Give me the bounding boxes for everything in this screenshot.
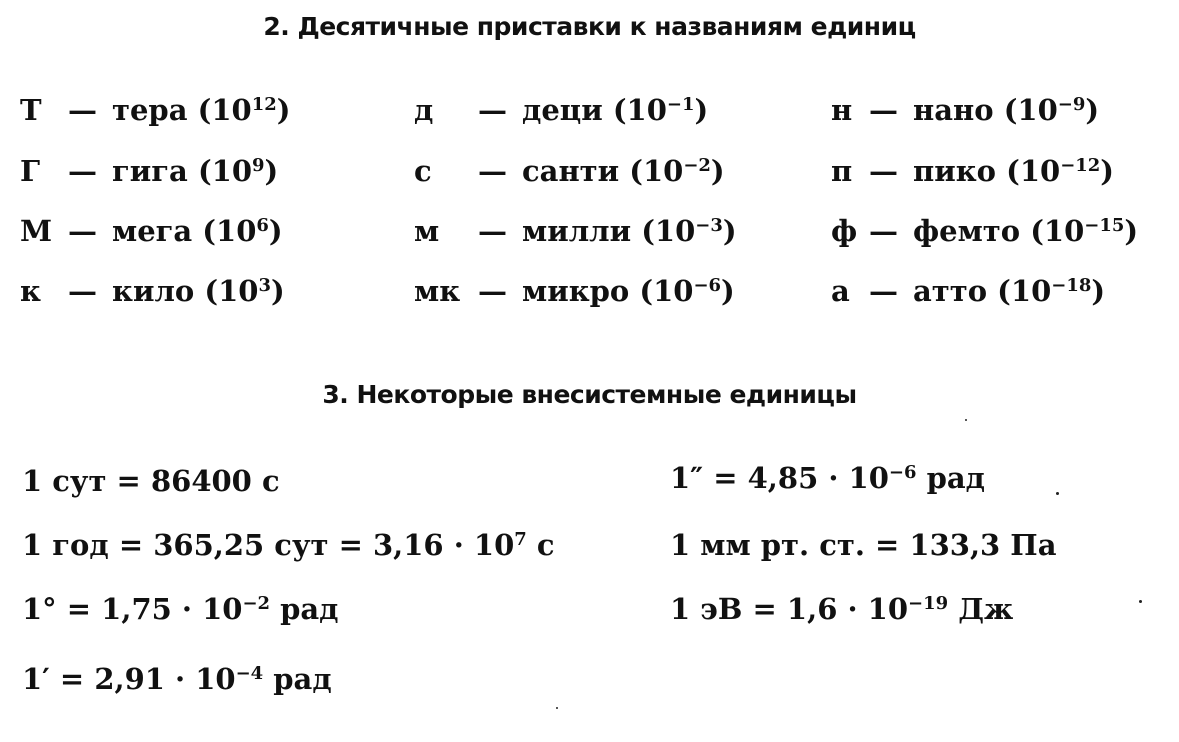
unit-electronvolt: 1 эВ = $1,6 \cdot 10^{-19}$ Дж [670,592,1014,626]
prefix-exponent: −18 [1051,275,1092,297]
prefix-name: пико [913,154,997,188]
unit-arcminute: $1' = 2,91 \cdot 10^{-4}$ рад [22,662,332,696]
prefix-symbol: с [414,154,432,188]
prefix-symbol: М [20,214,53,248]
prefix-name: нано [913,93,994,127]
prefix-symbol: н [831,93,853,127]
prefix-name: санти [522,154,620,188]
dash: — [478,274,507,308]
prefix-row: к — кило $(10^3)$ [20,274,285,308]
prefix-exponent: −6 [693,275,722,297]
prefix-symbol: к [20,274,41,308]
prefix-exponent: −3 [695,215,723,237]
prefix-exponent: 9 [252,155,265,177]
prefix-name: милли [522,214,632,248]
dash: — [68,214,97,248]
prefix-name: гига [112,154,188,188]
prefix-row: ф — фемто $(10^{-15})$ [831,214,1139,248]
prefix-row: а — атто $(10^{-18})$ [831,274,1106,308]
prefix-exponent: −15 [1084,215,1125,237]
prefix-symbol: д [414,93,434,127]
prefix-row: М — мега $(10^6)$ [20,214,283,248]
prefix-name: фемто [913,214,1021,248]
dash: — [869,154,898,188]
print-speck [556,707,558,709]
prefix-row: Г — гига $(10^9)$ [20,154,279,188]
dash: — [478,214,507,248]
prefix-name: мега [112,214,193,248]
prefix-name: микро [522,274,630,308]
prefix-symbol: п [831,154,853,188]
prefix-exponent: 12 [251,94,277,116]
prefix-symbol: м [414,214,440,248]
prefix-row: д — деци $(10^{-1})$ [414,93,709,127]
unit-day: 1 сут = 86400 с [22,464,280,498]
unit-mmhg: 1 мм рт. ст. = 133,3 Па [670,528,1057,562]
prefix-symbol: Г [20,154,41,188]
dash: — [68,93,97,127]
prefix-exponent: 6 [256,215,269,237]
dash: — [478,93,507,127]
prefix-exponent: −2 [683,155,711,177]
prefix-name: тера [112,93,188,127]
dash: — [68,154,97,188]
prefix-symbol: мк [414,274,461,308]
prefix-exponent: 3 [258,275,271,297]
prefix-row: п — пико $(10^{-12})$ [831,154,1115,188]
prefix-name: кило [112,274,195,308]
prefix-row: мк — микро $(10^{-6})$ [414,274,735,308]
prefix-name: деци [522,93,603,127]
prefix-row: н — нано $(10^{-9})$ [831,93,1100,127]
prefix-name: атто [913,274,988,308]
section-2-title: 2. Десятичные приставки к названиям единиц [263,12,916,41]
prefix-symbol: ф [831,214,858,248]
dash: — [68,274,97,308]
print-speck [1056,492,1059,495]
print-speck [965,419,967,421]
dash: — [869,93,898,127]
dash: — [869,214,898,248]
dash: — [869,274,898,308]
prefix-exponent: −1 [666,94,695,116]
print-speck [1139,600,1142,603]
prefix-row: Т — тера $(10^{12})$ [20,93,291,127]
unit-degree: $1^\circ = 1,75 \cdot 10^{-2}$ рад [22,592,339,626]
unit-arcsecond: $1'' = 4,85 \cdot 10^{-6}$ рад [670,461,985,495]
dash: — [478,154,507,188]
prefix-symbol: а [831,274,850,308]
section-3-title: 3. Некоторые внесистемные единицы [322,380,857,409]
unit-year: 1 год = 365,25 сут = $3,16 \cdot 10^7$ с [22,528,555,562]
prefix-symbol: Т [20,93,42,127]
prefix-exponent: −12 [1060,155,1101,177]
prefix-row: с — санти $(10^{-2})$ [414,154,725,188]
prefix-exponent: −9 [1057,94,1086,116]
prefix-row: м — милли $(10^{-3})$ [414,214,737,248]
